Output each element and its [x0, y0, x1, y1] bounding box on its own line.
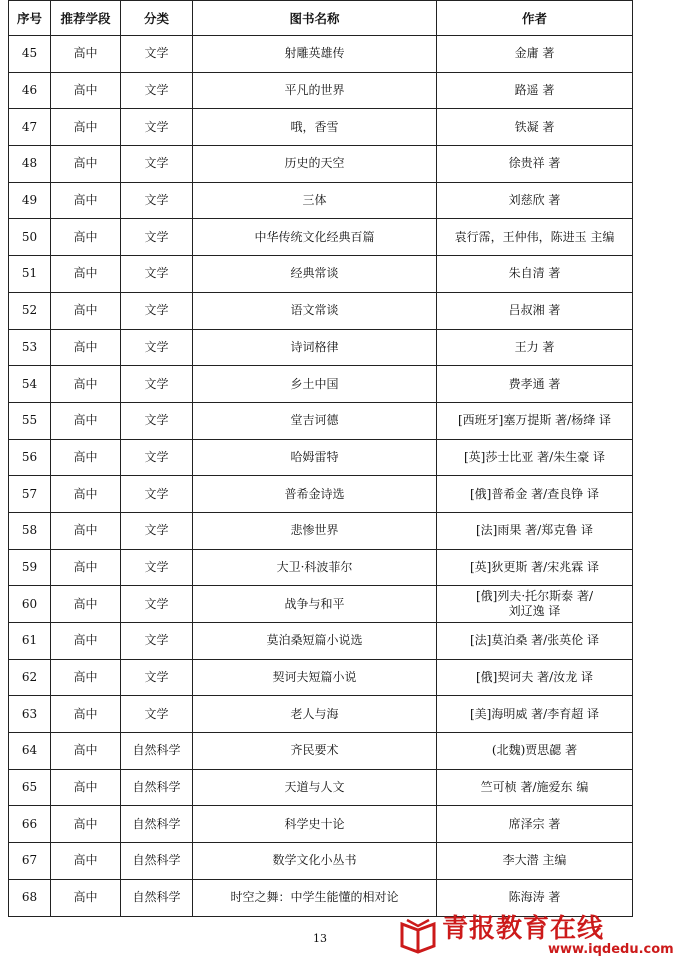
- cell-title: 天道与人文: [193, 769, 437, 806]
- cell-author: [法]雨果 著/郑克鲁 译: [437, 512, 633, 549]
- cell-category: 文学: [121, 402, 193, 439]
- cell-category: 文学: [121, 366, 193, 403]
- cell-stage: 高中: [51, 696, 121, 733]
- cell-category: 文学: [121, 292, 193, 329]
- table-row: [9, 146, 633, 183]
- cell-index: 47: [9, 109, 51, 146]
- cell-title: 诗词格律: [193, 329, 437, 366]
- header-title: 图书名称: [193, 1, 437, 36]
- cell-category: 自然科学: [121, 843, 193, 880]
- cell-index: 54: [9, 366, 51, 403]
- cell-index: 46: [9, 72, 51, 109]
- cell-index: 55: [9, 402, 51, 439]
- cell-category: 文学: [121, 219, 193, 256]
- table-row: [9, 402, 633, 439]
- table-row: [9, 292, 633, 329]
- cell-stage: 高中: [51, 36, 121, 73]
- cell-author: 吕叔湘 著: [437, 292, 633, 329]
- table-row: [9, 219, 633, 256]
- cell-title: 语文常谈: [193, 292, 437, 329]
- cell-index: 68: [9, 879, 51, 916]
- cell-stage: 高中: [51, 806, 121, 843]
- cell-category: 文学: [121, 439, 193, 476]
- table-row: [9, 549, 633, 586]
- cell-index: 49: [9, 182, 51, 219]
- cell-author: 刘慈欣 著: [437, 182, 633, 219]
- cell-stage: 高中: [51, 439, 121, 476]
- table-row: [9, 806, 633, 843]
- watermark-brand: 青报教育在线: [442, 914, 605, 944]
- cell-title: 科学史十论: [193, 806, 437, 843]
- cell-index: 45: [9, 36, 51, 73]
- cell-title: 莫泊桑短篇小说选: [193, 623, 437, 660]
- open-book-icon: [398, 914, 438, 954]
- header-category: 分类: [121, 1, 193, 36]
- cell-title: 平凡的世界: [193, 72, 437, 109]
- header-author: 作者: [437, 1, 633, 36]
- book-list-table: [8, 0, 633, 917]
- cell-author: [俄]列夫·托尔斯泰 著/ 刘辽逸 译: [437, 586, 633, 623]
- cell-index: 65: [9, 769, 51, 806]
- cell-author: 袁行霈，王仲伟，陈进玉 主编: [437, 219, 633, 256]
- cell-title: 乡土中国: [193, 366, 437, 403]
- table-row: [9, 512, 633, 549]
- cell-author: 陈海涛 著: [437, 879, 633, 916]
- cell-author: [俄]普希金 著/查良铮 译: [437, 476, 633, 513]
- cell-category: 自然科学: [121, 879, 193, 916]
- cell-category: 文学: [121, 623, 193, 660]
- cell-author: [英]狄更斯 著/宋兆霖 译: [437, 549, 633, 586]
- cell-index: 58: [9, 512, 51, 549]
- cell-index: 66: [9, 806, 51, 843]
- cell-stage: 高中: [51, 769, 121, 806]
- cell-index: 52: [9, 292, 51, 329]
- cell-category: 文学: [121, 512, 193, 549]
- cell-author: 李大潜 主编: [437, 843, 633, 880]
- cell-title: 悲惨世界: [193, 512, 437, 549]
- cell-category: 文学: [121, 476, 193, 513]
- cell-stage: 高中: [51, 586, 121, 623]
- cell-index: 56: [9, 439, 51, 476]
- cell-author: 朱自清 著: [437, 256, 633, 293]
- cell-author: 费孝通 著: [437, 366, 633, 403]
- cell-author: (北魏)贾思勰 著: [437, 733, 633, 770]
- cell-category: 自然科学: [121, 769, 193, 806]
- cell-category: 文学: [121, 36, 193, 73]
- table-row: [9, 36, 633, 73]
- cell-category: 文学: [121, 256, 193, 293]
- cell-category: 自然科学: [121, 806, 193, 843]
- cell-stage: 高中: [51, 623, 121, 660]
- cell-index: 67: [9, 843, 51, 880]
- cell-category: 文学: [121, 329, 193, 366]
- cell-category: 自然科学: [121, 733, 193, 770]
- table-row: [9, 476, 633, 513]
- table-row: [9, 366, 633, 403]
- cell-stage: 高中: [51, 402, 121, 439]
- cell-stage: 高中: [51, 879, 121, 916]
- table-row: [9, 72, 633, 109]
- cell-author: 铁凝 著: [437, 109, 633, 146]
- cell-title: 普希金诗选: [193, 476, 437, 513]
- cell-title: 数学文化小丛书: [193, 843, 437, 880]
- cell-author: [法]莫泊桑 著/张英伦 译: [437, 623, 633, 660]
- cell-stage: 高中: [51, 109, 121, 146]
- watermark: [398, 908, 674, 962]
- cell-author: 席泽宗 著: [437, 806, 633, 843]
- cell-stage: 高中: [51, 72, 121, 109]
- cell-stage: 高中: [51, 476, 121, 513]
- cell-index: 50: [9, 219, 51, 256]
- table-row: [9, 769, 633, 806]
- table-row: [9, 623, 633, 660]
- cell-index: 48: [9, 146, 51, 183]
- cell-stage: 高中: [51, 329, 121, 366]
- table-row: [9, 182, 633, 219]
- cell-stage: 高中: [51, 512, 121, 549]
- cell-stage: 高中: [51, 292, 121, 329]
- cell-title: 历史的天空: [193, 146, 437, 183]
- cell-author: [俄]契诃夫 著/汝龙 译: [437, 659, 633, 696]
- watermark-url: www.iqdedu.com: [548, 942, 674, 957]
- table-row: [9, 329, 633, 366]
- table-row: [9, 696, 633, 733]
- cell-index: 53: [9, 329, 51, 366]
- cell-index: 64: [9, 733, 51, 770]
- cell-category: 文学: [121, 549, 193, 586]
- cell-stage: 高中: [51, 146, 121, 183]
- cell-category: 文学: [121, 72, 193, 109]
- page-number: 13: [313, 932, 327, 945]
- cell-index: 51: [9, 256, 51, 293]
- cell-category: 文学: [121, 586, 193, 623]
- cell-title: 老人与海: [193, 696, 437, 733]
- table-row: [9, 659, 633, 696]
- table-row: [9, 256, 633, 293]
- cell-category: 文学: [121, 146, 193, 183]
- cell-title: 中华传统文化经典百篇: [193, 219, 437, 256]
- cell-title: 三体: [193, 182, 437, 219]
- cell-stage: 高中: [51, 843, 121, 880]
- cell-title: 经典常谈: [193, 256, 437, 293]
- cell-index: 57: [9, 476, 51, 513]
- cell-title: 齐民要术: [193, 733, 437, 770]
- cell-stage: 高中: [51, 256, 121, 293]
- cell-stage: 高中: [51, 733, 121, 770]
- cell-index: 60: [9, 586, 51, 623]
- cell-index: 59: [9, 549, 51, 586]
- cell-title: 战争与和平: [193, 586, 437, 623]
- cell-category: 文学: [121, 109, 193, 146]
- cell-author: [美]海明威 著/李育超 译: [437, 696, 633, 733]
- cell-title: 哦，香雪: [193, 109, 437, 146]
- cell-title: 哈姆雷特: [193, 439, 437, 476]
- cell-author: [西班牙]塞万提斯 著/杨绛 译: [437, 402, 633, 439]
- cell-category: 文学: [121, 182, 193, 219]
- cell-author: 竺可桢 著/施爱东 编: [437, 769, 633, 806]
- cell-category: 文学: [121, 696, 193, 733]
- table-body: [9, 36, 633, 917]
- cell-title: 契诃夫短篇小说: [193, 659, 437, 696]
- table-header-row: [9, 1, 633, 36]
- cell-stage: 高中: [51, 659, 121, 696]
- cell-author: [英]莎士比亚 著/朱生豪 译: [437, 439, 633, 476]
- header-index: 序号: [9, 1, 51, 36]
- cell-author: 徐贵祥 著: [437, 146, 633, 183]
- table-row: [9, 843, 633, 880]
- cell-stage: 高中: [51, 182, 121, 219]
- cell-index: 61: [9, 623, 51, 660]
- cell-title: 堂吉诃德: [193, 402, 437, 439]
- table-row: [9, 586, 633, 623]
- table-row: [9, 733, 633, 770]
- cell-title: 时空之舞：中学生能懂的相对论: [193, 879, 437, 916]
- cell-title: 大卫·科波菲尔: [193, 549, 437, 586]
- cell-category: 文学: [121, 659, 193, 696]
- cell-index: 62: [9, 659, 51, 696]
- table-row: [9, 109, 633, 146]
- cell-stage: 高中: [51, 219, 121, 256]
- table-row: [9, 439, 633, 476]
- cell-author: 路遥 著: [437, 72, 633, 109]
- cell-title: 射雕英雄传: [193, 36, 437, 73]
- cell-stage: 高中: [51, 549, 121, 586]
- header-stage: 推荐学段: [51, 1, 121, 36]
- cell-index: 63: [9, 696, 51, 733]
- cell-author: 金庸 著: [437, 36, 633, 73]
- cell-author: 王力 著: [437, 329, 633, 366]
- cell-stage: 高中: [51, 366, 121, 403]
